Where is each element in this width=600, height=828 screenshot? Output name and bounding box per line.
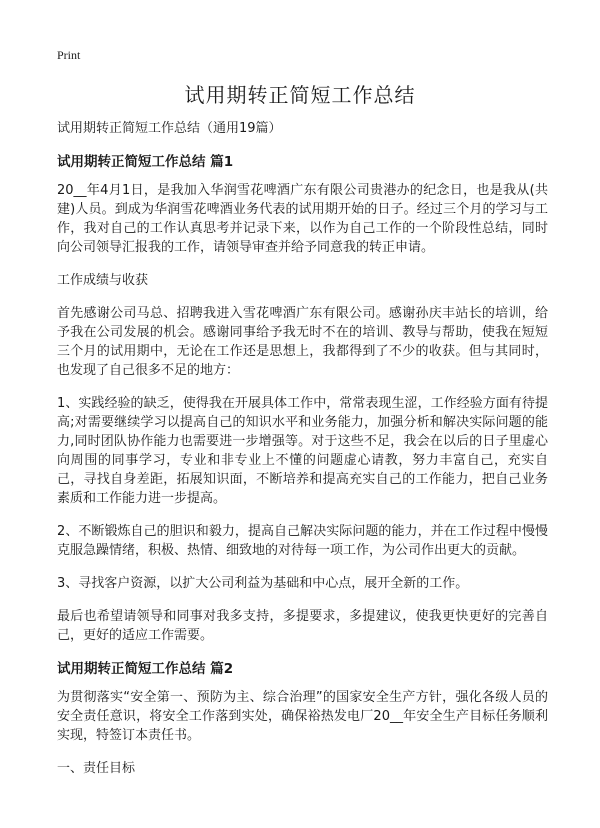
paragraph: 2、不断锻炼自己的胆识和毅力，提高自己解决实际问题的能力，并在工作过程中慢慢克服急躁情绪，积极、热情、细致地的对待每一项工作，为公司作出更大的贡献。 (57, 524, 548, 558)
article-body (57, 120, 548, 792)
section-heading-1: 试用期转正简短工作总结 篇1 (57, 154, 234, 170)
paragraph: 最后也希望请领导和同事对我多支持，多提要求，多提建议，使我更快更好的完善自己，更好的适应工作需要。 (57, 609, 548, 643)
section-heading-2: 试用期转正简短工作总结 篇2 (57, 661, 234, 677)
page-title: 试用期转正简短工作总结 (184, 83, 416, 107)
paragraph: 3、寻找客户资源，以扩大公司利益为基础和中心点，展开全新的工作。 (57, 576, 469, 591)
paragraph: 一、责任目标 (57, 761, 136, 776)
print-link[interactable]: Print (57, 48, 81, 62)
paragraph: 20__年4月1日，是我加入华润雪花啤酒广东有限公司贵港办的纪念日，也是我从(共建)人员。到成为华润雪花啤酒业务代表的试用期开始的日子。经过三个月的学习与工作，我对自己的工作认真思考并记录下来，以作为自己工作的一个阶段性总结，同时向公司领导汇报我的工作，请领导审查并给予同意我的转正申请。 (57, 183, 548, 255)
paragraph: 1、实践经验的缺乏，使得我在开展具体工作中，常常表现生涩，工作经验方面有待提高;对需要继续学习以提高自己的知识水平和业务能力，加强分析和解决实际问题的能力,同时团队协作能力也需要进一步增强等。对于这些不足，我会在以后的日子里虚心向周围的同事学习，专业和非专业上不懂的问题虚心请教，努力丰富自己，充实自己，寻找自身差距，拓展知识面，不断培养和提高充实自己的工作能力，把自己业务素质和工作能力进一步提高。 (57, 396, 548, 506)
paragraph: 首先感谢公司马总、招聘我进入雪花啤酒广东有限公司。感谢孙庆丰站长的培训，给予我在公司发展的机会。感谢同事给予我无时不在的培训、教导与帮助，使我在短短三个月的试用期中，无论在工作还是思想上，我都得到了不少的收获。但与其同时，也发现了自己很多不足的地方： (57, 306, 548, 378)
paragraph: 工作成绩与收获 (57, 273, 149, 288)
article-subtitle: 试用期转正简短工作总结（通用19篇） (57, 121, 282, 136)
paragraph: 为贯彻落实“安全第一、预防为主、综合治理”的国家安全生产方针，强化各级人员的安全责任意识，将安全工作落到实处，确保裕热发电厂20__年安全生产目标任务顺利实现，特签订本责任书。 (57, 690, 548, 743)
